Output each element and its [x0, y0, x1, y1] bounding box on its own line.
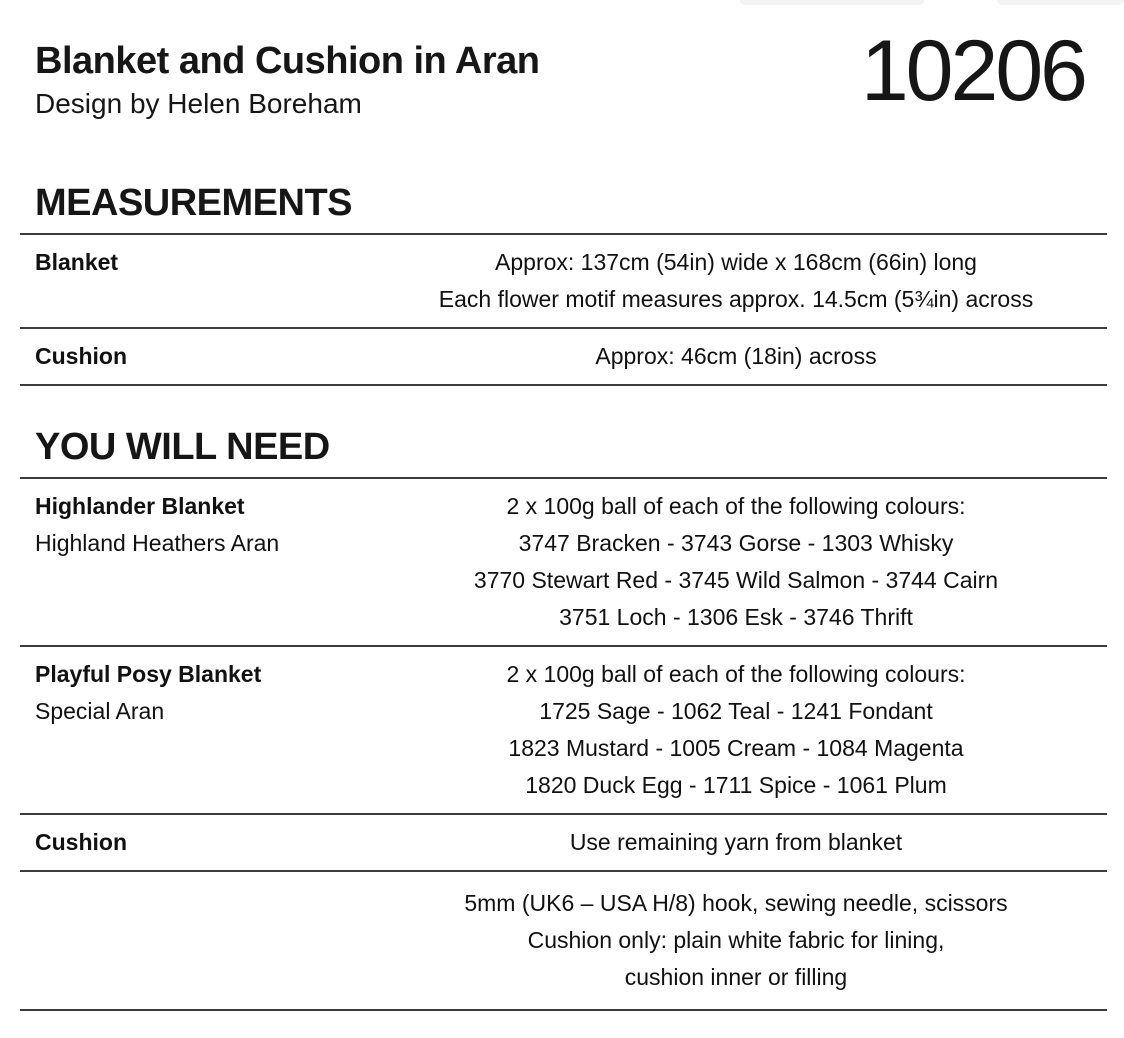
yarn-line: 3751 Loch - 1306 Esk - 3746 Thrift [559, 604, 913, 630]
yarn-line: 2 x 100g ball of each of the following colours: [506, 661, 966, 687]
table-row-highlander-blanket [20, 479, 1107, 647]
top-edge-artifact-right [997, 0, 1124, 5]
row-value-cell [365, 479, 1107, 645]
table-row-playful-posy-blanket [20, 647, 1107, 815]
table-row-blanket [20, 235, 1107, 329]
row-sublabel: Special Aran [35, 698, 165, 724]
measurement-line: Approx: 46cm (18in) across [595, 343, 877, 369]
row-label-cell [20, 329, 365, 384]
yarn-line: 1823 Mustard - 1005 Cream - 1084 Magenta [508, 735, 964, 761]
yarn-line: 3770 Stewart Red - 3745 Wild Salmon - 3744 Cairn [473, 567, 999, 593]
yarn-line: 1820 Duck Egg - 1711 Spice - 1061 Plum [525, 772, 947, 798]
row-value-cell [365, 872, 1107, 1009]
top-edge-artifact-left [740, 0, 924, 5]
row-label-cell [20, 235, 365, 327]
yarn-line: Use remaining yarn from blanket [569, 829, 903, 855]
measurement-line: Approx: 137cm (54in) wide x 168cm (66in) long [495, 249, 977, 275]
measurements-heading: MEASUREMENTS [35, 182, 353, 224]
yarn-line: 1725 Sage - 1062 Teal - 1241 Fondant [539, 698, 933, 724]
table-row-cushion-yarn [20, 815, 1107, 872]
row-sublabel: Highland Heathers Aran [35, 530, 280, 556]
tools-line: Cushion only: plain white fabric for lining, [527, 927, 945, 953]
row-value-cell [365, 329, 1107, 384]
measurement-line: Each flower motif measures approx. 14.5cm (5¾in) across [438, 286, 1034, 312]
page-title: Blanket and Cushion in Aran [35, 40, 540, 82]
measurements-table [20, 233, 1107, 386]
design-credit: Design by Helen Boreham [35, 88, 362, 119]
row-value-cell [365, 815, 1107, 870]
row-label-cell [20, 815, 365, 870]
yarn-line: 2 x 100g ball of each of the following colours: [506, 493, 966, 519]
row-value-cell [365, 235, 1107, 327]
row-label: Cushion [35, 343, 127, 369]
row-label-cell [20, 647, 365, 813]
row-label: Cushion [35, 829, 127, 855]
row-label-cell [20, 872, 365, 1009]
row-label-cell [20, 479, 365, 645]
you-will-need-heading: YOU WILL NEED [35, 426, 330, 468]
yarn-line: 3747 Bracken - 3743 Gorse - 1303 Whisky [518, 530, 954, 556]
pattern-number: 10206 [860, 23, 1085, 119]
row-label: Highlander Blanket [35, 493, 245, 519]
row-label: Blanket [35, 249, 119, 275]
table-row-tools [20, 872, 1107, 1011]
row-label: Playful Posy Blanket [35, 661, 262, 687]
page-header [20, 23, 1107, 120]
tools-line: 5mm (UK6 – USA H/8) hook, sewing needle, scissors [464, 890, 1008, 916]
you-will-need-table [20, 477, 1107, 1011]
row-value-cell [365, 647, 1107, 813]
tools-line: cushion inner or filling [624, 964, 848, 990]
table-row-cushion [20, 329, 1107, 386]
